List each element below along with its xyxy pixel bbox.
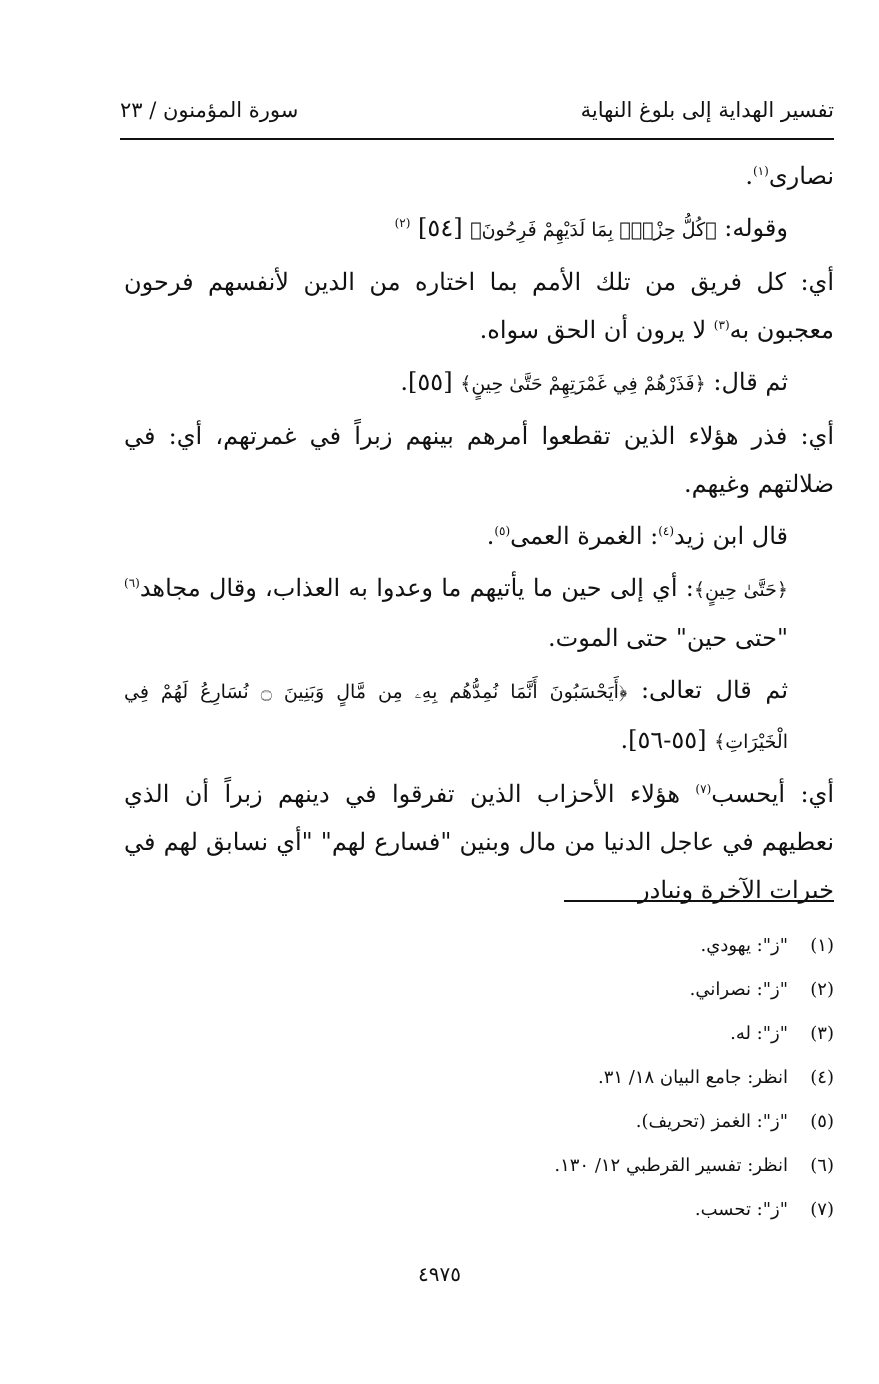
text-run: . [486, 522, 495, 550]
footnotes-list [434, 924, 834, 1232]
book-title: تفسير الهداية إلى بلوغ النهاية [580, 98, 834, 122]
footnote-text: انظر: جامع البيان ١٨/ ٣١. [597, 1067, 788, 1088]
footnote-item [434, 1188, 834, 1232]
text-run: ثم قال تعالى: [627, 676, 789, 704]
footnote-item [434, 1144, 834, 1188]
footnote-item [434, 1100, 834, 1144]
footnote-ref: (٣) [713, 318, 730, 332]
quran-verse: ﴿فَذَرْهُمْ فِي غَمْرَتِهِمْ حَتَّىٰ حِينٍ﴾ [460, 373, 706, 395]
footnote-text: "ز": له. [730, 1023, 788, 1044]
verse-reference: [٥٥]. [400, 368, 461, 396]
footnote-ref: (٥) [494, 524, 511, 538]
footnote-number: (٦) [810, 1155, 834, 1176]
text-run: : الغمرة العمى [510, 522, 659, 550]
text-run: نصارى [768, 162, 834, 190]
page-number: ٤٩٧٥ [418, 1262, 461, 1286]
footnote-number: (٢) [810, 979, 834, 1000]
text-run: قال ابن زيد [674, 522, 788, 550]
text-run: وقوله: [716, 214, 788, 242]
footnote-number: (١) [810, 935, 834, 956]
footnote-separator [564, 900, 834, 902]
footnote-item [434, 1012, 834, 1056]
paragraph-9 [124, 770, 834, 914]
paragraph-4 [124, 358, 834, 408]
paragraph-8 [124, 666, 834, 766]
verse-reference: [٥٤] [418, 214, 471, 242]
text-run: أي: فذر هؤلاء الذين تقطعوا أمرهم بينهم زبراً في غمرتهم، أي: في ضلالتهم وغيهم. [124, 422, 835, 498]
header-rule [120, 138, 834, 140]
verse-reference: [٥٥-٥٦]. [620, 726, 715, 754]
text-run: . [745, 162, 753, 190]
quran-verse: ﴿أَيَحْسَبُونَ أَنَّمَا نُمِدُّهُم بِهِۦ مِن مَّالٍ وَبَنِينَ ۝ نُسَارِعُ لَهُمْ فِي الْخَيْرَاتِ﴾ [124, 681, 788, 753]
footnote-item [434, 968, 834, 1012]
footnote-ref: (٦) [124, 576, 140, 590]
paragraph-7 [124, 564, 834, 662]
text-run: هؤلاء الأحزاب الذين تفرقوا في دينهم زبراً أن الذي نعطيهم في عاجل الدنيا من مال وبنين "فسارع لهم" "أي نسابق لهم في خيرات الآخرة ونبادر [124, 780, 834, 904]
footnote-number: (٣) [810, 1023, 834, 1044]
footnote-number: (٤) [810, 1067, 834, 1088]
paragraph-3 [124, 258, 834, 354]
footnote-text: "ز": نصراني. [689, 979, 788, 1000]
footnote-item [434, 924, 834, 968]
paragraph-5 [124, 412, 834, 508]
footnote-text: انظر: تفسير القرطبي ١٢/ ١٣٠. [554, 1155, 788, 1176]
text-run: لا يرون أن الحق سواه. [479, 316, 714, 344]
paragraph-6 [124, 512, 834, 560]
footnote-ref: (٢) [394, 216, 411, 230]
footnote-number: (٧) [810, 1199, 834, 1220]
footnote-item [434, 1056, 834, 1100]
footnote-number: (٥) [810, 1111, 834, 1132]
quran-verse: ﴿حَتَّىٰ حِينٍ﴾ [693, 579, 789, 601]
text-run: "حتى حين" حتى الموت. [548, 624, 788, 652]
text-run: أي: أيحسب [711, 780, 835, 808]
paragraph-1 [124, 152, 834, 200]
page-header [120, 98, 834, 138]
surah-title: سورة المؤمنون / ٢٣ [120, 98, 299, 122]
footnote-text: "ز": تحسب. [694, 1199, 788, 1220]
quran-verse: ﴿كُلُّ حِزْبِۢ بِمَا لَدَيْهِمْ فَرِحُونَ﴾ [470, 219, 717, 241]
main-text [124, 152, 834, 918]
footnote-text: "ز": الغمز (تحريف). [635, 1111, 788, 1132]
text-run: ثم قال: [705, 368, 788, 396]
footnote-ref: (١) [752, 164, 769, 178]
footnote-text: "ز": يهودي. [700, 935, 788, 956]
footnote-ref: (٤) [658, 524, 675, 538]
text-run: أي: كل فريق من تلك الأمم بما اختاره من الدين لأنفسهم فرحون معجبون به [124, 268, 834, 344]
paragraph-2 [124, 204, 834, 254]
footnote-ref: (٧) [695, 782, 712, 796]
text-run: : أي إلى حين ما يأتيهم ما وعدوا به العذاب، وقال مجاهد [139, 574, 694, 602]
